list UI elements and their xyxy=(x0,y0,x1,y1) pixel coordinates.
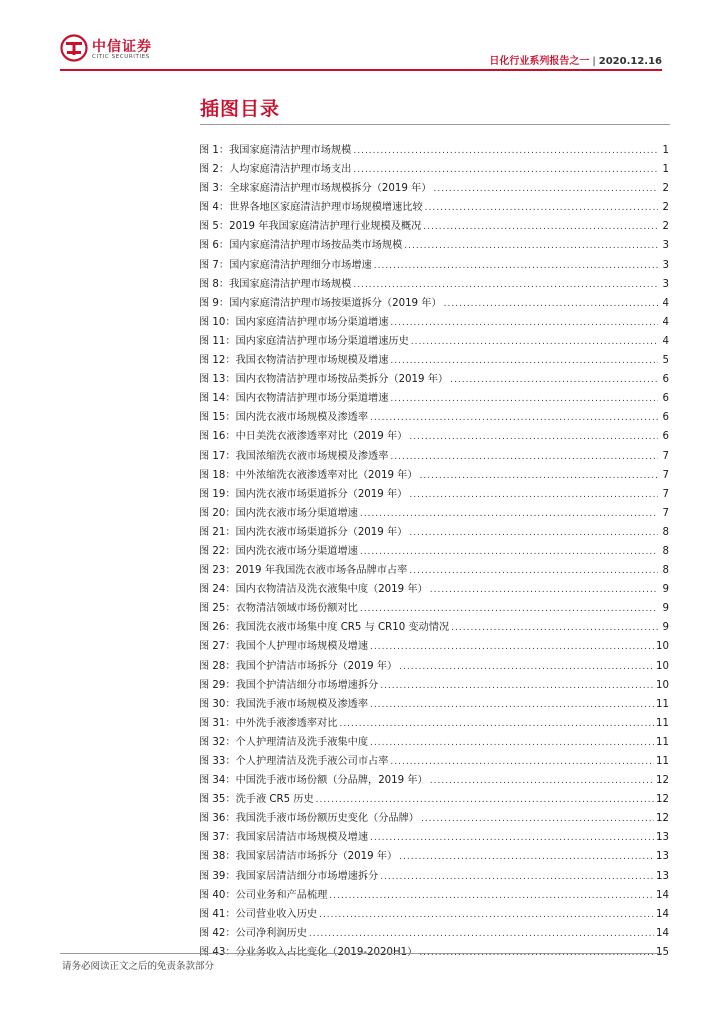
toc-entry-label: 图 22： xyxy=(199,545,236,557)
toc-dot-leader xyxy=(380,872,654,882)
toc-entry[interactable] xyxy=(199,313,669,332)
toc-entry[interactable] xyxy=(199,427,669,446)
toc-entry-label: 图 42： xyxy=(199,927,236,939)
toc-entry-label: 图 20： xyxy=(199,507,236,519)
report-series: 日化行业系列报告之一 xyxy=(489,56,590,67)
toc-entry-title: 国内家庭清洁护理市场按渠道拆分（2019 年） xyxy=(229,297,442,309)
toc-dot-leader xyxy=(411,337,658,347)
toc-entry[interactable] xyxy=(199,408,669,427)
toc-entry-label: 图 41： xyxy=(199,908,236,920)
toc-entry-title: 我国洗衣液市场集中度 CR5 与 CR10 变动情况 xyxy=(235,622,450,634)
toc-entry-label: 图 39： xyxy=(199,870,236,882)
toc-dot-leader xyxy=(399,662,654,672)
header-separator: | xyxy=(592,56,596,67)
toc-entry[interactable] xyxy=(199,657,669,676)
toc-entry-title: 我国家居清洁市场拆分（2019 年） xyxy=(235,851,398,863)
toc-entry[interactable] xyxy=(199,389,669,408)
toc-dot-leader xyxy=(390,757,654,767)
toc-entry[interactable] xyxy=(199,867,669,886)
toc-entry-title: 全球家庭清洁护理市场规模拆分（2019 年） xyxy=(229,183,432,195)
toc-dot-leader xyxy=(319,910,654,920)
toc-entry-title: 中外浓缩洗衣液渗透率对比（2019 年） xyxy=(235,469,418,481)
toc-entry-title: 中国洗手液市场份额（分品牌，2019 年） xyxy=(235,775,428,787)
toc-entry[interactable] xyxy=(199,523,669,542)
toc-dot-leader xyxy=(409,566,658,576)
toc-entry-page: 13 xyxy=(656,870,669,882)
toc-dot-leader xyxy=(370,700,654,710)
toc-entry-title: 国内衣物清洁及洗衣液集中度（2019 年） xyxy=(235,584,428,596)
toc-entry-page: 14 xyxy=(656,927,669,939)
toc-entry[interactable] xyxy=(199,790,669,809)
toc-entry-title: 我国家庭清洁护理市场规模 xyxy=(229,145,352,156)
toc-entry-label: 图 24： xyxy=(199,584,236,596)
toc-entry-page: 9 xyxy=(662,584,669,596)
toc-entry[interactable] xyxy=(199,924,669,943)
toc-entry-label: 图 33： xyxy=(199,756,236,767)
toc-entry-page: 7 xyxy=(662,507,669,519)
toc-entry[interactable] xyxy=(199,294,669,313)
toc-entry[interactable] xyxy=(199,637,669,656)
toc-dot-leader xyxy=(430,585,658,595)
toc-dot-leader xyxy=(339,719,654,729)
header-divider xyxy=(60,69,662,71)
toc-entry-page: 6 xyxy=(662,393,669,405)
toc-entry[interactable] xyxy=(199,828,669,847)
toc-entry-label: 图 27： xyxy=(199,641,236,653)
toc-entry-label: 图 6： xyxy=(199,240,230,252)
toc-entry-page: 11 xyxy=(656,736,669,748)
toc-entry[interactable] xyxy=(199,733,669,752)
toc-dot-leader xyxy=(409,432,658,442)
toc-dot-leader xyxy=(430,776,654,786)
report-meta xyxy=(489,52,662,67)
citic-securities-logo xyxy=(60,34,170,70)
toc-entry-title: 我国个护清洁市场拆分（2019 年） xyxy=(235,660,398,672)
toc-entry-label: 图 17： xyxy=(199,450,236,462)
toc-entry[interactable] xyxy=(199,599,669,618)
toc-entry-title: 国内洗衣液市场渠道拆分（2019 年） xyxy=(235,526,408,538)
toc-dot-leader xyxy=(450,375,658,385)
toc-dot-leader xyxy=(360,509,658,519)
toc-entry[interactable] xyxy=(199,447,669,466)
toc-entry-page: 10 xyxy=(656,660,669,672)
toc-entry[interactable] xyxy=(199,847,669,866)
toc-entry[interactable] xyxy=(199,676,669,695)
toc-entry-title: 我国家庭清洁护理市场规模 xyxy=(229,278,352,290)
toc-entry-label: 图 25： xyxy=(199,603,236,615)
toc-entry[interactable] xyxy=(199,160,669,179)
toc-entry-label: 图 30： xyxy=(199,698,236,710)
toc-entry-label: 图 7： xyxy=(199,259,230,271)
toc-entry[interactable] xyxy=(199,370,669,389)
toc-entry-title: 公司营业收入历史 xyxy=(235,908,318,920)
toc-entry-page: 10 xyxy=(656,679,669,691)
toc-entry-label: 图 19： xyxy=(199,488,236,500)
logo-english-text: CITIC SECURITIES xyxy=(92,54,150,60)
toc-dot-leader xyxy=(309,929,654,939)
toc-entry[interactable] xyxy=(199,561,669,580)
toc-entry-label: 图 23： xyxy=(199,565,236,577)
toc-entry-page: 3 xyxy=(662,240,669,252)
toc-entry-label: 图 32： xyxy=(199,736,236,748)
toc-entry-page: 9 xyxy=(662,603,669,615)
toc-entry[interactable] xyxy=(199,618,669,637)
toc-dot-leader xyxy=(316,795,654,805)
logo-chinese-text: 中信证券 xyxy=(92,39,152,55)
toc-entry-label: 图 2： xyxy=(199,164,230,176)
toc-entry-page: 2 xyxy=(662,221,669,233)
toc-entry[interactable] xyxy=(199,714,669,733)
toc-entry[interactable] xyxy=(199,198,669,217)
toc-entry[interactable] xyxy=(199,771,669,790)
toc-dot-leader xyxy=(380,681,654,691)
toc-entry-page: 5 xyxy=(662,355,669,367)
toc-entry-page: 4 xyxy=(662,316,669,328)
toc-dot-leader xyxy=(409,490,658,500)
toc-entry-label: 图 3： xyxy=(199,183,230,195)
toc-entry-page: 9 xyxy=(662,622,669,634)
toc-entry[interactable] xyxy=(199,179,669,198)
toc-entry-page: 8 xyxy=(662,526,669,538)
toc-entry-label: 图 14： xyxy=(199,393,236,405)
toc-entry-title: 国内家庭清洁护理市场分渠道增速历史 xyxy=(235,335,409,347)
toc-dot-leader xyxy=(390,356,658,366)
toc-entry-title: 我国个人护理市场规模及增速 xyxy=(235,641,369,653)
toc-entry-label: 图 1： xyxy=(199,145,230,156)
toc-entry[interactable] xyxy=(199,695,669,714)
toc-dot-leader xyxy=(353,146,658,156)
toc-entry-title: 世界各地区家庭清洁护理市场规模增速比较 xyxy=(229,202,423,214)
toc-entry-title: 个人护理清洁及洗手液公司市占率 xyxy=(235,756,389,767)
toc-dot-leader xyxy=(353,165,658,175)
toc-entry-page: 6 xyxy=(662,374,669,386)
toc-dot-leader xyxy=(360,547,658,557)
toc-entry[interactable] xyxy=(199,485,669,504)
toc-entry-page: 7 xyxy=(662,450,669,462)
toc-entry-label: 图 4： xyxy=(199,202,230,214)
toc-entry-page: 12 xyxy=(656,813,669,825)
toc-entry-title: 国内家庭清洁护理市场分渠道增速 xyxy=(235,316,389,328)
toc-entry[interactable] xyxy=(199,466,669,485)
toc-entry-label: 图 5： xyxy=(199,221,230,233)
toc-entry[interactable] xyxy=(199,809,669,828)
toc-entry-title: 中日美洗衣液渗透率对比（2019 年） xyxy=(235,431,408,443)
toc-entry-page: 13 xyxy=(656,851,669,863)
toc-dot-leader xyxy=(444,299,658,309)
toc-dot-leader xyxy=(423,222,658,232)
toc-dot-leader xyxy=(421,814,654,824)
toc-entry[interactable] xyxy=(199,542,669,561)
toc-entry-title: 洗手液 CR5 历史 xyxy=(235,794,314,806)
toc-dot-leader xyxy=(370,642,654,652)
toc-entry-label: 图 11： xyxy=(199,335,236,347)
toc-entry-label: 图 12： xyxy=(199,355,236,367)
toc-entry-title: 2019 年我国家庭清洁护理行业规模及概况 xyxy=(229,221,422,233)
toc-entry-title: 人均家庭清洁护理市场支出 xyxy=(229,164,352,176)
toc-entry-title: 2019 年我国洗衣液市场各品牌市占率 xyxy=(235,565,408,577)
toc-entry[interactable] xyxy=(199,905,669,924)
report-date: 2020.12.16 xyxy=(598,56,662,67)
section-title: 插图目录 xyxy=(200,98,281,120)
toc-entry-page: 7 xyxy=(662,488,669,500)
toc-entry-label: 图 10： xyxy=(199,316,236,328)
toc-entry-title: 国内洗衣液市场规模及渗透率 xyxy=(235,412,369,424)
toc-entry-page: 14 xyxy=(656,889,669,901)
toc-entry-title: 国内洗衣液市场分渠道增速 xyxy=(235,545,358,557)
toc-entry-page: 6 xyxy=(662,431,669,443)
toc-dot-leader xyxy=(370,413,658,423)
toc-entry-label: 图 40： xyxy=(199,889,236,901)
toc-entry-title: 个人护理清洁及洗手液集中度 xyxy=(235,736,369,748)
toc-dot-leader xyxy=(390,318,658,328)
toc-entry-page: 14 xyxy=(656,908,669,920)
toc-entry-page: 6 xyxy=(662,412,669,424)
toc-entry-page: 8 xyxy=(662,545,669,557)
toc-entry-label: 图 15： xyxy=(199,412,236,424)
toc-entry-title: 国内洗衣液市场渠道拆分（2019 年） xyxy=(235,488,408,500)
page-header xyxy=(60,30,662,74)
toc-entry-page: 1 xyxy=(662,164,669,176)
toc-entry-title: 我国衣物清洁护理市场规模及增速 xyxy=(235,355,389,367)
toc-dot-leader xyxy=(404,241,658,251)
toc-entry-page: 1 xyxy=(662,145,669,156)
toc-entry-label: 图 28： xyxy=(199,660,236,672)
toc-dot-leader xyxy=(374,261,658,271)
toc-entry[interactable] xyxy=(199,351,669,370)
toc-entry-page: 7 xyxy=(662,469,669,481)
figure-index-list xyxy=(199,141,669,962)
toc-entry-page: 12 xyxy=(656,775,669,787)
toc-entry-page: 15 xyxy=(656,946,669,958)
toc-entry-label: 图 18： xyxy=(199,469,236,481)
toc-dot-leader xyxy=(409,528,658,538)
toc-entry[interactable] xyxy=(199,332,669,351)
toc-entry-label: 图 16： xyxy=(199,431,236,443)
toc-dot-leader xyxy=(390,394,658,404)
footer-disclaimer: 请务必阅读正文之后的免责条款部分 xyxy=(62,961,215,972)
toc-dot-leader xyxy=(370,738,654,748)
toc-entry-label: 图 31： xyxy=(199,717,236,729)
toc-entry[interactable] xyxy=(199,256,669,275)
toc-entry-title: 衣物清洁领域市场份额对比 xyxy=(235,603,358,615)
toc-entry-page: 11 xyxy=(656,698,669,710)
toc-dot-leader xyxy=(451,623,658,633)
toc-dot-leader xyxy=(329,891,654,901)
toc-entry[interactable] xyxy=(199,886,669,905)
toc-entry-title: 国内洗衣液市场分渠道增速 xyxy=(235,507,358,519)
toc-entry-page: 4 xyxy=(662,335,669,347)
toc-entry[interactable] xyxy=(199,236,669,255)
toc-dot-leader xyxy=(433,184,658,194)
toc-entry[interactable] xyxy=(199,217,669,236)
toc-entry[interactable] xyxy=(199,580,669,599)
toc-entry-page: 11 xyxy=(656,756,669,767)
footer-divider xyxy=(60,953,662,954)
toc-entry-title: 我国个护清洁细分市场增速拆分 xyxy=(235,679,379,691)
toc-entry-label: 图 43： xyxy=(199,946,236,958)
toc-entry-page: 3 xyxy=(662,259,669,271)
toc-entry[interactable] xyxy=(199,504,669,523)
toc-entry-page: 10 xyxy=(656,641,669,653)
toc-entry[interactable] xyxy=(199,141,669,160)
toc-entry-page: 2 xyxy=(662,183,669,195)
toc-entry-title: 国内家庭清洁护理市场按品类市场规模 xyxy=(229,240,403,252)
toc-entry-title: 我国家居清洁细分市场增速拆分 xyxy=(235,870,379,882)
toc-entry-page: 3 xyxy=(662,278,669,290)
toc-entry-title: 我国浓缩洗衣液市场规模及渗透率 xyxy=(235,450,389,462)
toc-entry-page: 13 xyxy=(656,832,669,844)
toc-entry-label: 图 8： xyxy=(199,278,230,290)
toc-entry-page: 2 xyxy=(662,202,669,214)
toc-entry-title: 公司净利润历史 xyxy=(235,927,307,939)
toc-dot-leader xyxy=(370,833,654,843)
toc-entry-title: 国内衣物清洁护理市场分渠道增速 xyxy=(235,393,389,405)
toc-entry-page: 12 xyxy=(656,794,669,806)
toc-entry-title: 公司业务和产品梳理 xyxy=(235,889,328,901)
toc-dot-leader xyxy=(425,203,658,213)
toc-entry-label: 图 29： xyxy=(199,679,236,691)
toc-dot-leader xyxy=(353,280,658,290)
toc-entry-title: 国内家庭清洁护理细分市场增速 xyxy=(229,259,372,271)
toc-entry-label: 图 38： xyxy=(199,851,236,863)
toc-dot-leader xyxy=(420,471,658,481)
toc-entry[interactable] xyxy=(199,752,669,771)
toc-dot-leader xyxy=(390,452,658,462)
toc-entry-label: 图 34： xyxy=(199,775,236,787)
toc-entry[interactable] xyxy=(199,275,669,294)
toc-entry-title: 分业务收入占比变化（2019-2020H1） xyxy=(235,946,418,958)
toc-entry-label: 图 36： xyxy=(199,813,236,825)
title-divider xyxy=(200,124,670,125)
toc-entry-label: 图 21： xyxy=(199,526,236,538)
toc-entry-page: 8 xyxy=(662,565,669,577)
toc-entry-page: 4 xyxy=(662,297,669,309)
citic-logo-icon xyxy=(60,34,88,62)
toc-entry-title: 我国家居清洁市场规模及增速 xyxy=(235,832,369,844)
toc-entry-label: 图 26： xyxy=(199,622,236,634)
toc-entry-title: 我国洗手液市场规模及渗透率 xyxy=(235,698,369,710)
toc-entry-page: 11 xyxy=(656,717,669,729)
toc-entry-label: 图 37： xyxy=(199,832,236,844)
toc-entry-title: 我国洗手液市场份额历史变化（分品牌） xyxy=(235,813,419,825)
toc-dot-leader xyxy=(360,604,658,614)
toc-entry-label: 图 13： xyxy=(199,374,236,386)
toc-entry-title: 国内衣物清洁护理市场按品类拆分（2019 年） xyxy=(235,374,449,386)
toc-entry-label: 图 35： xyxy=(199,794,236,806)
toc-dot-leader xyxy=(399,852,654,862)
toc-entry-title: 中外洗手液渗透率对比 xyxy=(235,717,338,729)
toc-entry-label: 图 9： xyxy=(199,297,230,309)
